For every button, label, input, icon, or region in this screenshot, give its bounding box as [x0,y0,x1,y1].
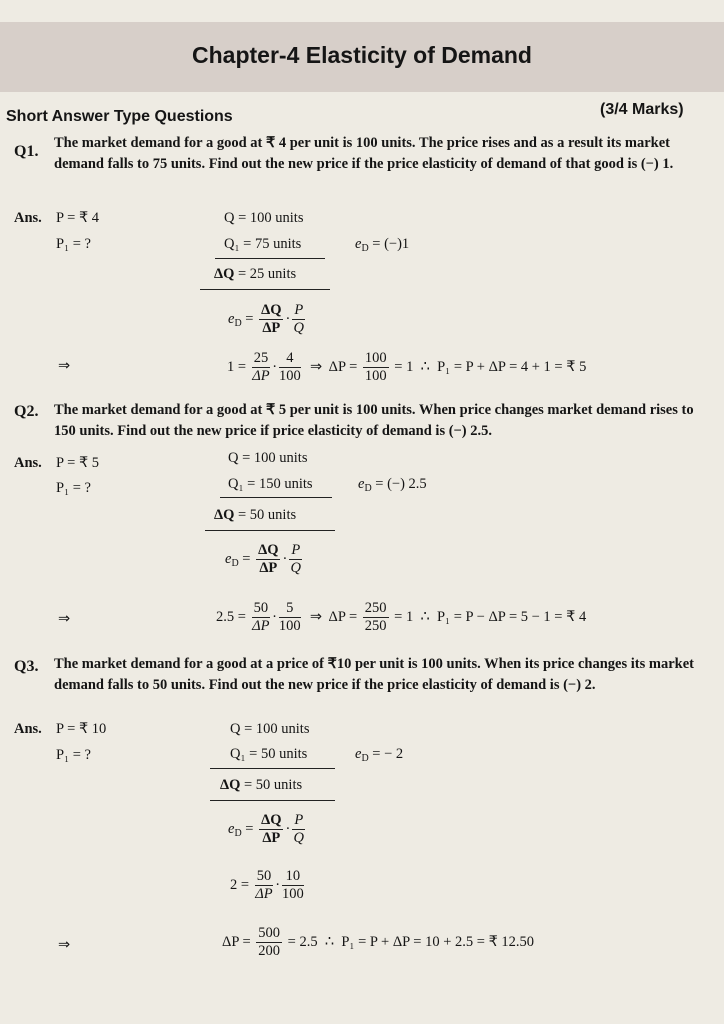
implies-arrow: ⇒ [58,937,71,953]
given-new-price: P₁ = ? [56,236,91,252]
elasticity-given: $e_D$ = − 2 [355,746,404,764]
rule [210,800,335,801]
marks-label: (3/4 Marks) [600,101,684,118]
quantity-line: Q = 100 units [230,721,310,737]
result: P₁ = P + ΔP = 4 + 1 = ₹ 5 [437,358,587,375]
final-step: ΔP = $\frac{500}{200}$ = 2.5 ∴ P₁ = P + ΔP = 10 + 2.5 = ₹ 12.50 [222,925,535,959]
new-quantity-line: Q₁ = 75 units [224,236,302,252]
rule [215,258,325,259]
question-label: Q1. [14,143,39,160]
answer-label: Ans. [14,210,42,226]
change-in-quantity: ΔQ = 50 units [220,777,303,793]
rule [220,497,332,498]
new-quantity-line: Q₁ = 50 units [230,746,308,762]
new-quantity-line: Q₁ = 150 units [228,476,313,492]
substitution-step: 1 = $\frac{25}{\Delta P}$ · $\frac{4}{100}$ ⇒ ΔP = $\frac{100}{100}$ = 1 ∴ P₁ = P + ΔP = 4 + 1 = ₹ 5 [227,350,587,384]
given-price: P = ₹ 10 [56,721,107,737]
rule [200,289,330,290]
implies-arrow: ⇒ [58,358,71,374]
given-new-price: P₁ = ? [56,480,91,496]
given-price: P = ₹ 5 [56,455,100,471]
elasticity-given: $e_D = (-)1$ [355,236,410,254]
question-text: The market demand for a good at ₹ 4 per unit is 100 units. The price rises and as a result its market demand falls to 75 units. Find out the new price if the price elasticity of demand of that good is (−) 1. [54,135,674,172]
given-new-price: P₁ = ? [56,747,91,763]
quantity-line: Q = 100 units [224,210,304,226]
change-in-quantity: ΔQ = 50 units [214,507,297,523]
question-text: The market demand for a good at ₹ 5 per unit is 100 units. When price changes market demand rises to 150 units. Find out the new price if price elasticity of demand is (−) 2.5. [54,402,694,439]
chapter-title: Chapter-4 Elasticity of Demand [192,42,532,68]
answer-label: Ans. [14,455,42,471]
given-price: P = ₹ 4 [56,210,100,226]
question-label: Q3. [14,658,39,675]
result: P₁ = P + ΔP = 10 + 2.5 = ₹ 12.50 [341,933,535,950]
implies-arrow: ⇒ [58,611,71,627]
substitution-step: 2 = $\frac{50}{\Delta P}$ · $\frac{10}{100}$ [230,868,304,902]
rule [210,768,335,769]
elasticity-formula: $e_D$ = $\frac{\Delta Q}{\Delta P}$ · $\frac{P}{Q}$ [228,812,304,846]
elasticity-formula: $e_D$ = $\frac{\Delta Q}{\Delta P}$ · $\frac{P}{Q}$ [228,302,304,336]
result: P₁ = P − ΔP = 5 − 1 = ₹ 4 [436,608,587,625]
elasticity-given: $e_D$ = (−) 2.5 [358,476,427,494]
change-in-quantity: ΔQ = 25 units [214,266,297,282]
quantity-line: Q = 100 units [228,450,308,466]
section-heading: Short Answer Type Questions [6,108,233,125]
question-label: Q2. [14,403,39,420]
question-text: The market demand for a good at a price of ₹10 per unit is 100 units. When its price changes its market demand falls to 50 units. Find out the new price if the price elasticity of demand is (−) 2. [54,656,694,693]
substitution-step: 2.5 = $\frac{50}{\Delta P}$ · $\frac{5}{100}$ ⇒ ΔP = $\frac{250}{250}$ = 1 ∴ P₁ = P − ΔP = 5 − 1 = ₹ 4 [216,600,587,634]
answer-label: Ans. [14,721,42,737]
rule [205,530,335,531]
elasticity-formula: $e_D$ = $\frac{\Delta Q}{\Delta P}$ · $\frac{P}{Q}$ [225,542,301,576]
